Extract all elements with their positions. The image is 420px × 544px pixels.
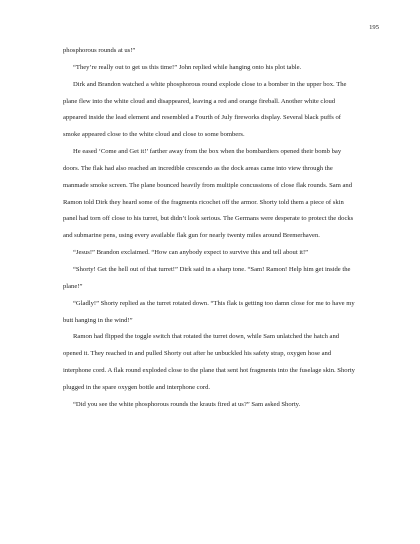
paragraph: “They’re really out to get us this time!” John replied while hanging onto his plot table. [73,63,302,71]
body-text [63,43,359,414]
paragraph: “Shorty! Get the hell out of that turret!” Dirk said in a sharp tone. “Sam! Ramon! Help him get inside the plane!” [63,265,351,290]
paragraph: He eased ‘Come and Get it!’ farther away from the box when the bombardiers opened their bomb bay doors. The flak had also reached an incredible crescendo as the dock areas came into view through the manmade smoke screen. The plane bounced heavily from multiple concussions of close flak rounds. Sam and Ramon told Dirk they heard some of the fragments ricochet off the armor. Shorty told them a piece of skin panel had torn off close to his turret, but didn’t look serious. The Germans were desperate to protect the docks and submarine pens, using every available flak gun for nearly twenty miles around Bremerhaven. [63,148,354,240]
paragraph: phosphorous rounds at us!” [63,47,136,54]
paragraph: “Gladly!” Shorty replied as the turret rotated down. “This flak is getting too damn close for me to have my butt hanging in the wind!” [63,299,355,324]
paragraph: Dirk and Brandon watched a white phosphorous round explode close to a bomber in the upper box. The plane flew into the white cloud and disappeared, leaving a red and orange fireball. Another white cloud appeared inside the lead element and resembled a Fourth of July fireworks display. Several black puffs of smoke appeared close to the white cloud and close to some bombers. [63,80,347,139]
paragraph: Ramon had flipped the toggle switch that rotated the turret down, while Sam unlatched the hatch and opened it. They reached in and pulled Shorty out after he unbuckled his safety strap, oxygen hose and interphone cord. A flak round exploded close to the plane that sent hot fragments into the fuselage skin. Shorty plugged in the spare oxygen bottle and interphone cord. [63,333,355,391]
page-number: 195 [369,24,379,31]
paragraph: “Jesus!” Brandon exclaimed. “How can anybody expect to survive this and tell about it!” [73,249,309,257]
paragraph: “Did you see the white phosphorous rounds the krauts fired at us?” Sam asked Shorty. [73,400,301,408]
